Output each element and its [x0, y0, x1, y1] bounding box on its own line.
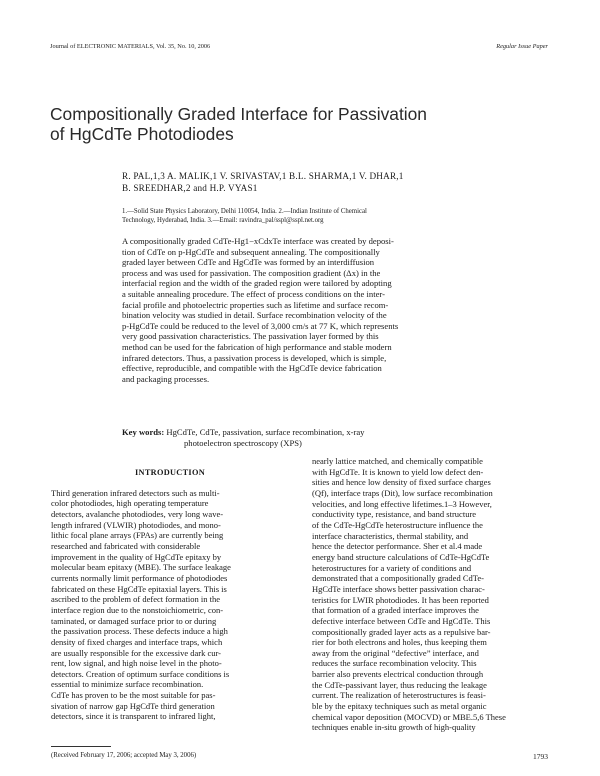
body-line: techniques enable in-situ growth of high-quality [312, 722, 476, 733]
body-line: hence the detector performance. Sher et al.4 made [312, 541, 483, 552]
body-line: fabricated on these HgCdTe epitaxial layers. This is [51, 583, 227, 594]
body-line: detectors, since it is transparent to infrared light, [51, 711, 216, 722]
keywords [122, 427, 548, 448]
body-line: ascribed to the problem of defect formation in the [51, 594, 220, 605]
body-line: interface region due to the nonstoichiometric, con- [51, 604, 224, 615]
body-line: demonstrated that a compositionally graded CdTe- [312, 573, 484, 584]
body-line: rent, low signal, and high noise level in the photo- [51, 658, 222, 669]
abstract-line: method can be used for the fabrication of high performance and stable modern [122, 341, 392, 352]
body-line: rier for both electrons and holes, thus keeping them [312, 637, 487, 648]
body-line: chemical vapor deposition (MOCVD) or MBE.5,6 These [312, 711, 506, 722]
body-line: lithic focal plane arrays (FPAs) are currently being [51, 530, 224, 541]
body-line: teristics for LWIR photodiodes. It has been reported [312, 594, 489, 605]
paper-title [50, 104, 480, 144]
body-line: sities and hence low density of fixed surface charges [312, 477, 491, 488]
body-line: HgCdTe interface shows better passivation charac- [312, 583, 485, 594]
body-line: current. The realization of heterostructures is feasi- [312, 690, 486, 701]
body-line: interface characteristics, thermal stability, and [312, 530, 469, 541]
title-line: Compositionally Graded Interface for Passivation [50, 104, 427, 124]
body-line: molecular beam epitaxy (MBE). The surface leakage [51, 562, 231, 573]
affiliations [122, 207, 542, 225]
footnote-rule [51, 746, 111, 747]
affiliation-line: 1.—Solid State Physics Laboratory, Delhi 110054, India. 2.—Indian Institute of Chemical [122, 208, 367, 215]
body-line: Third generation infrared detectors such as multi- [51, 487, 220, 498]
abstract-line: interfacial region and the width of the graded region were tailored by adopting [122, 278, 392, 289]
body-line: taminated, or damaged surface prior to or during [51, 615, 217, 626]
abstract-line: a suitable annealing procedure. The effect of process conditions on the inter- [122, 288, 385, 299]
body-line: researched and fabricated with considerable [51, 540, 201, 551]
abstract-line: effective, reproducible, and compatible with the HgCdTe device fabrication [122, 363, 382, 374]
keywords-label: Key words: [122, 427, 165, 437]
author-line: B. SREEDHAR,2 and H.P. VYAS1 [122, 182, 258, 193]
body-line: away from the original “defective” interface, and [312, 647, 479, 658]
abstract-line: and packaging processes. [122, 373, 210, 384]
abstract-line: facial profile and photoelectric properties such as lifetime and surface recom- [122, 299, 389, 310]
author-line: R. PAL,1,3 A. MALIK,1 V. SRIVASTAV,1 B.L. SHARMA,1 V. DHAR,1 [122, 171, 404, 181]
body-line: detectors, avalanche photodiodes, very long wave- [51, 508, 224, 519]
section-label: Regular Issue Paper [496, 43, 548, 50]
abstract-line: A compositionally graded CdTe-Hg1−xCdxTe interface was created by deposi- [122, 236, 394, 246]
body-line: with HgCdTe. It is known to yield low defect den- [312, 466, 484, 477]
journal-header: Journal of ELECTRONIC MATERIALS, Vol. 35, No. 10, 2006 [50, 43, 211, 50]
body-line: length infrared (VLWIR) photodiodes, and mono- [51, 519, 221, 530]
body-line: detectors. Creation of optimum surface conditions is [51, 668, 230, 679]
body-line: sivation of narrow gap HgCdTe third generation [51, 700, 215, 711]
body-line: velocities, and long effective lifetimes.1–3 However, [312, 498, 492, 509]
section-heading: INTRODUCTION [135, 468, 205, 477]
keywords-line: photoelectron spectroscopy (XPS) [184, 437, 302, 448]
body-line: color photodiodes, high operating temperature [51, 498, 209, 509]
abstract [122, 236, 548, 384]
body-line: the CdTe-passivant layer, thus reducing the leakage [312, 679, 487, 690]
affiliation-line: Technology, Hyderabad, India. 3.—Email: ravindra_pal/sspl@sspl.net.org [122, 217, 324, 225]
author-list [122, 171, 542, 194]
body-line: (Qf), interface traps (Dit), low surface recombination [312, 487, 493, 498]
right-column [312, 456, 550, 733]
body-line: defective interface between CdTe and HgCdTe. This [312, 615, 491, 626]
body-line: barrier also prevents electrical conduction through [312, 669, 484, 680]
body-line: are usually responsible for the excessive dark cur- [51, 647, 221, 658]
body-line: conductivity type, resistance, and band structure [312, 509, 477, 520]
body-line: currents normally limit performance of photodiodes [51, 572, 228, 583]
abstract-line: tion of CdTe on p-HgCdTe and subsequent annealing. The compositionally [122, 246, 380, 257]
abstract-line: graded layer between CdTe and HgCdTe was formed by an interdiffusion [122, 257, 375, 268]
body-line: essential to minimize surface recombination. [51, 679, 204, 690]
page-number: 1793 [533, 752, 548, 761]
received-dates: (Received February 17, 2006; accepted May 3, 2006) [51, 752, 197, 759]
abstract-line: infrared detectors. Thus, a passivation process is developed, which is simple, [122, 352, 387, 363]
body-line: energy band structure calculations of CdTe-HgCdTe [312, 551, 490, 562]
body-line: that formation of a graded interface improves the [312, 605, 479, 616]
title-line: of HgCdTe Photodiodes [50, 124, 234, 144]
body-line: the passivation process. These defects induce a high [51, 626, 228, 637]
left-column [51, 468, 289, 722]
abstract-line: bination velocity was studied in detail. Surface recombination velocity of the [122, 310, 387, 321]
body-line: heterostructures for a variety of conditions and [312, 562, 472, 573]
abstract-line: process and was used for passivation. The composition gradient (Δx) in the [122, 267, 381, 278]
abstract-line: very good passivation characteristics. The passivation layer formed by this [122, 331, 379, 342]
abstract-line: p-HgCdTe could be reduced to the level of 3,000 cm/s at 77 K, which represents [122, 320, 399, 331]
body-line: density of fixed charges and interface traps, which [51, 636, 223, 647]
body-line: nearly lattice matched, and chemically compatible [312, 456, 483, 466]
body-line: CdTe has proven to be the most suitable for pas- [51, 690, 216, 701]
body-line: of the CdTe-HgCdTe heterostructure influence the [312, 519, 483, 530]
keywords-text: HgCdTe, CdTe, passivation, surface recombination, x-ray [166, 427, 365, 437]
body-line: ble by the epitaxy techniques such as metal organic [312, 701, 487, 712]
body-line: compositionally graded layer acts as a repulsive bar- [312, 626, 491, 637]
body-line: improvement in the quality of HgCdTe epitaxy by [51, 551, 222, 562]
keywords-line [122, 427, 548, 438]
body-line: reduces the surface recombination velocity. This [312, 658, 477, 669]
